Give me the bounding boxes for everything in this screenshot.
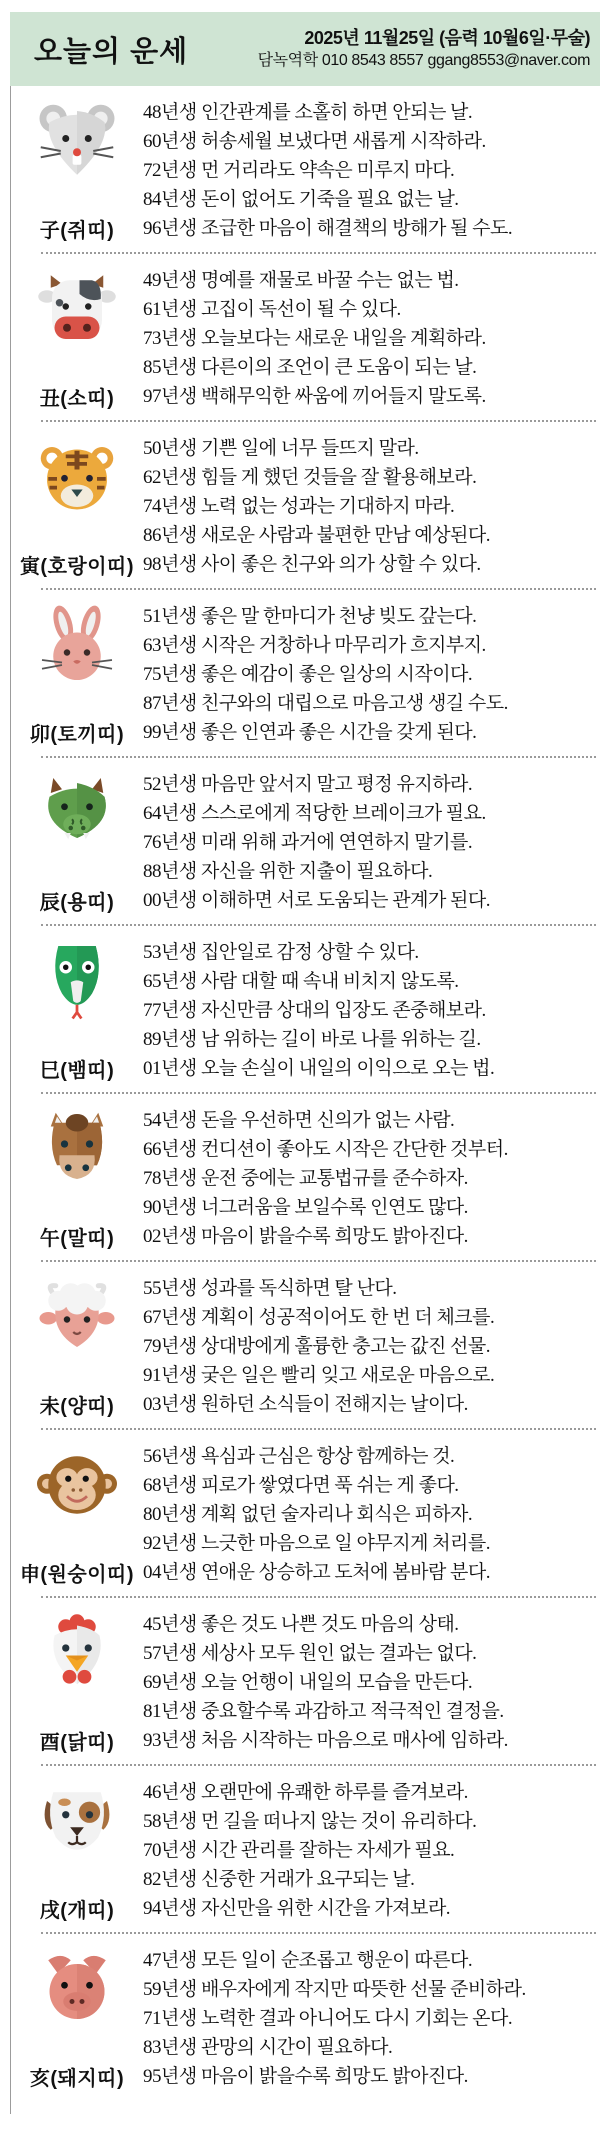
zodiac-name: 寅(호랑이띠)	[19, 556, 135, 578]
zodiac-section	[11, 422, 600, 588]
fortune-line: 65년생 사람 대할 때 속내 비치지 않도록.	[143, 971, 459, 992]
pig-icon	[37, 1949, 117, 2029]
fortune-lines	[143, 433, 594, 579]
fortune-lines	[143, 601, 594, 747]
fortune-line: 88년생 자신을 위한 지출이 필요하다.	[143, 861, 433, 882]
fortune-line: 87년생 친구와의 대립으로 마음고생 생길 수도.	[143, 693, 508, 714]
fortune-line: 74년생 노력 없는 성과는 기대하지 마라.	[143, 496, 455, 517]
fortune-line: 49년생 명예를 재물로 바꿀 수는 없는 법.	[143, 270, 459, 291]
fortune-line: 85년생 다른이의 조언이 큰 도움이 되는 날.	[143, 357, 477, 378]
fortune-line: 78년생 운전 중에는 교통법규를 준수하자.	[143, 1168, 468, 1189]
fortune-lines	[143, 1441, 594, 1587]
fortune-line: 92년생 느긋한 마음으로 일 야무지게 처리를.	[143, 1533, 491, 1554]
rat-icon	[37, 101, 117, 181]
fortune-line: 69년생 오늘 언행이 내일의 모습을 만든다.	[143, 1672, 473, 1693]
zodiac-section	[11, 758, 600, 924]
fortune-line: 95년생 마음이 밝을수록 희망도 밝아진다.	[143, 2066, 468, 2087]
zodiac-section	[11, 86, 600, 252]
fortune-line: 76년생 미래 위해 과거에 연연하지 말기를.	[143, 832, 473, 853]
fortune-lines	[143, 97, 594, 243]
fortune-line: 89년생 남 위하는 길이 바로 나를 위하는 길.	[143, 1029, 481, 1050]
fortune-lines	[143, 1105, 594, 1251]
fortune-line: 63년생 시작은 거창하나 마무리가 흐지부지.	[143, 635, 486, 656]
fortune-line: 70년생 시간 관리를 잘하는 자세가 필요.	[143, 1840, 455, 1861]
fortune-line: 96년생 조급한 마음이 해결책의 방해가 될 수도.	[143, 218, 513, 239]
fortune-line: 99년생 좋은 인연과 좋은 시간을 갖게 된다.	[143, 722, 477, 743]
zodiac-left-column	[11, 1777, 143, 1923]
fortune-line: 61년생 고집이 독선이 될 수 있다.	[143, 299, 401, 320]
zodiac-left-column	[11, 1441, 143, 1587]
fortune-line: 75년생 좋은 예감이 좋은 일상의 시작이다.	[143, 664, 473, 685]
ox-icon	[37, 269, 117, 349]
fortune-line: 68년생 피로가 쌓였다면 푹 쉬는 게 좋다.	[143, 1475, 459, 1496]
zodiac-left-column	[11, 97, 143, 243]
zodiac-section	[11, 1766, 600, 1932]
fortune-line: 72년생 먼 거리라도 약속은 미루지 마다.	[143, 160, 455, 181]
fortune-line: 55년생 성과를 독식하면 탈 난다.	[143, 1278, 397, 1299]
fortune-line: 00년생 이해하면 서로 도움되는 관계가 된다.	[143, 890, 491, 911]
fortune-line: 79년생 상대방에게 훌륭한 충고는 값진 선물.	[143, 1336, 491, 1357]
fortune-line: 57년생 세상사 모두 원인 없는 결과는 없다.	[143, 1643, 477, 1664]
rooster-icon	[37, 1613, 117, 1693]
fortune-lines	[143, 769, 594, 915]
fortune-line: 66년생 컨디션이 좋아도 시작은 간단한 것부터.	[143, 1139, 508, 1160]
snake-icon	[37, 941, 117, 1021]
fortune-line: 84년생 돈이 없어도 기죽을 필요 없는 날.	[143, 189, 459, 210]
fortune-line: 94년생 자신만을 위한 시간을 가져보라.	[143, 1898, 451, 1919]
fortune-line: 52년생 마음만 앞서지 말고 평정 유지하라.	[143, 774, 473, 795]
zodiac-left-column	[11, 1945, 143, 2091]
monkey-icon	[37, 1445, 117, 1525]
fortune-line: 46년생 오랜만에 유쾌한 하루를 즐겨보라.	[143, 1782, 468, 1803]
fortune-lines	[143, 1273, 594, 1419]
zodiac-name: 亥(돼지띠)	[29, 2068, 125, 2090]
zodiac-section	[11, 590, 600, 756]
sheep-icon	[37, 1277, 117, 1357]
fortune-line: 91년생 궂은 일은 빨리 잊고 새로운 마음으로.	[143, 1365, 495, 1386]
fortune-line: 04년생 연애운 상승하고 도처에 봄바람 분다.	[143, 1562, 491, 1583]
fortune-line: 71년생 노력한 결과 아니어도 다시 기회는 온다.	[143, 2008, 513, 2029]
fortune-line: 98년생 사이 좋은 친구와 의가 상할 수 있다.	[143, 554, 481, 575]
fortune-line: 81년생 중요할수록 과감하고 적극적인 결정을.	[143, 1701, 504, 1722]
date-line: 2025년 11월25일 (음력 10월6일·무술)	[304, 28, 590, 49]
fortune-line: 67년생 계획이 성공적이어도 한 번 더 체크를.	[143, 1307, 495, 1328]
masthead-info	[258, 26, 590, 72]
fortune-line: 56년생 욕심과 근심은 항상 함께하는 것.	[143, 1446, 455, 1467]
fortune-line: 90년생 너그러움을 보일수록 인연도 많다.	[143, 1197, 468, 1218]
zodiac-name: 子(쥐띠)	[39, 220, 115, 242]
zodiac-section	[11, 1094, 600, 1260]
fortune-line: 50년생 기쁜 일에 너무 들뜨지 말라.	[143, 438, 419, 459]
fortune-line: 54년생 돈을 우선하면 신의가 없는 사람.	[143, 1110, 455, 1131]
fortune-line: 93년생 처음 시작하는 마음으로 매사에 임하라.	[143, 1730, 508, 1751]
fortune-line: 73년생 오늘보다는 새로운 내일을 계획하라.	[143, 328, 486, 349]
zodiac-name: 巳(뱀띠)	[39, 1060, 115, 1082]
fortune-line: 77년생 자신만큼 상대의 입장도 존중해보라.	[143, 1000, 486, 1021]
fortune-line: 47년생 모든 일이 순조롭고 행운이 따른다.	[143, 1950, 473, 1971]
zodiac-name: 酉(닭띠)	[39, 1732, 115, 1754]
fortune-line: 02년생 마음이 밝을수록 희망도 밝아진다.	[143, 1226, 468, 1247]
zodiac-section	[11, 254, 600, 420]
dragon-icon	[37, 773, 117, 853]
fortune-line: 64년생 스스로에게 적당한 브레이크가 필요.	[143, 803, 486, 824]
zodiac-name: 辰(용띠)	[39, 892, 115, 914]
zodiac-left-column	[11, 769, 143, 915]
fortune-line: 58년생 먼 길을 떠나지 않는 것이 유리하다.	[143, 1811, 477, 1832]
masthead	[10, 12, 600, 86]
horse-icon	[37, 1109, 117, 1189]
fortune-line: 01년생 오늘 손실이 내일의 이익으로 오는 법.	[143, 1058, 495, 1079]
zodiac-name: 戌(개띠)	[39, 1900, 115, 1922]
page-title: 오늘의 운세	[34, 35, 189, 68]
fortune-line: 62년생 힘들 게 했던 것들을 잘 활용해보라.	[143, 467, 477, 488]
zodiac-section	[11, 1934, 600, 2100]
fortune-line: 59년생 배우자에게 작지만 따뜻한 선물 준비하라.	[143, 1979, 526, 2000]
zodiac-name: 申(원숭이띠)	[19, 1564, 135, 1586]
zodiac-left-column	[11, 1609, 143, 1755]
zodiac-name: 卯(토끼띠)	[29, 724, 125, 746]
fortune-line: 48년생 인간관계를 소홀히 하면 안되는 날.	[143, 102, 473, 123]
dog-icon	[37, 1781, 117, 1861]
fortune-lines	[143, 1609, 594, 1755]
zodiac-left-column	[11, 937, 143, 1083]
fortune-line: 53년생 집안일로 감정 상할 수 있다.	[143, 942, 419, 963]
tiger-icon	[37, 437, 117, 517]
fortune-lines	[143, 1777, 594, 1923]
fortune-line: 86년생 새로운 사람과 불편한 만남 예상된다.	[143, 525, 491, 546]
fortune-lines	[143, 265, 594, 411]
fortune-line: 45년생 좋은 것도 나쁜 것도 마음의 상태.	[143, 1614, 459, 1635]
fortune-line: 83년생 관망의 시간이 필요하다.	[143, 2037, 393, 2058]
zodiac-section	[11, 1262, 600, 1428]
zodiac-left-column	[11, 265, 143, 411]
fortune-line: 51년생 좋은 말 한마디가 천냥 빚도 갚는다.	[143, 606, 477, 627]
zodiac-left-column	[11, 433, 143, 579]
fortune-line: 82년생 신중한 거래가 요구되는 날.	[143, 1869, 415, 1890]
rabbit-icon	[37, 605, 117, 685]
fortune-lines	[143, 937, 594, 1083]
zodiac-name: 丑(소띠)	[39, 388, 115, 410]
contact-line: 담녹역학 010 8543 8557 ggang8553@naver.com	[257, 52, 590, 70]
zodiac-name: 未(양띠)	[39, 1396, 115, 1418]
zodiac-left-column	[11, 1105, 143, 1251]
zodiac-section	[11, 926, 600, 1092]
zodiac-list	[10, 86, 600, 2114]
zodiac-section	[11, 1430, 600, 1596]
zodiac-left-column	[11, 601, 143, 747]
zodiac-left-column	[11, 1273, 143, 1419]
zodiac-section	[11, 1598, 600, 1764]
zodiac-name: 午(말띠)	[39, 1228, 115, 1250]
fortune-line: 03년생 원하던 소식들이 전해지는 날이다.	[143, 1394, 468, 1415]
fortune-line: 97년생 백해무익한 싸움에 끼어들지 말도록.	[143, 386, 486, 407]
fortune-lines	[143, 1945, 594, 2091]
fortune-line: 60년생 허송세월 보냈다면 새롭게 시작하라.	[143, 131, 486, 152]
fortune-line: 80년생 계획 없던 술자리나 회식은 피하자.	[143, 1504, 473, 1525]
